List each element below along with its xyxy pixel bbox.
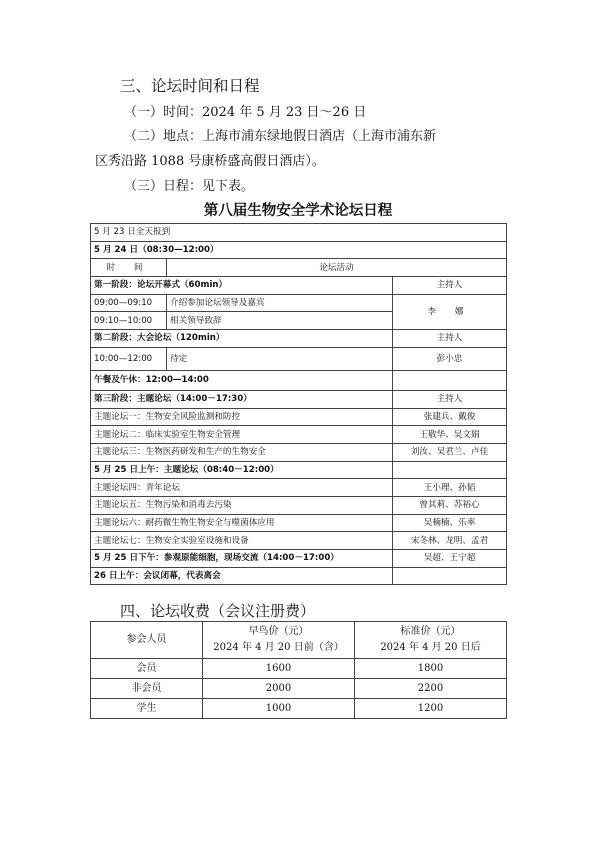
table-row	[91, 699, 507, 719]
table-cell: 2000	[203, 679, 355, 699]
table-row	[91, 277, 507, 295]
section3-heading: 三、论坛时间和日程	[120, 77, 260, 95]
table-cell: 主题论坛二：临床实验室生物安全管理	[91, 426, 393, 444]
table-cell: 2200	[355, 679, 507, 699]
table-row	[91, 370, 507, 390]
time-line: （一）时间：2024 年 5 月 23 日～26 日	[124, 105, 367, 120]
table-cell: 待定	[167, 347, 393, 370]
table-cell: 09:00—09:10	[91, 294, 167, 312]
table-row	[91, 443, 507, 461]
table-cell: 李 娜	[393, 294, 507, 329]
header-time: 时 间	[91, 259, 167, 277]
header-early	[203, 622, 355, 659]
table-cell: 5 月 25 日下午：参观原能细胞，现场交流（14:00－17:00）	[91, 550, 393, 568]
header-activity: 论坛活动	[167, 259, 507, 277]
header-standard-title: 标准价（元）	[400, 626, 461, 637]
header-standard	[355, 622, 507, 659]
table-row	[91, 224, 507, 242]
table-row	[91, 294, 507, 312]
table-row	[91, 408, 507, 426]
table-cell: 主题论坛六：耐药微生物生物安全与噬菌体应用	[91, 514, 393, 532]
table-cell: 王敬华、吴文娟	[393, 426, 507, 444]
table-cell: 主题论坛一：生物安全风险监测和防控	[91, 408, 393, 426]
table-cell: 主题论坛七：生物安全实验室设施和设备	[91, 532, 393, 550]
table-row	[91, 479, 507, 497]
table-cell: 学生	[91, 699, 203, 719]
place-line-1: （二）地点：上海市浦东绿地假日酒店（上海市浦东新	[124, 129, 437, 144]
table-cell: 午餐及午休：12:00—14:00	[91, 370, 393, 390]
place-line-2: 区秀沿路 1088 号康桥盛高假日酒店）。	[95, 154, 325, 169]
table-row	[91, 567, 507, 585]
table-row	[91, 347, 507, 370]
table-header-row	[91, 622, 507, 659]
table-row	[91, 390, 507, 408]
fee-table	[90, 621, 507, 719]
table-cell: 第二阶段：大会论坛（120min）	[91, 330, 393, 348]
header-standard-date: 2024 年 4 月 20 日后	[380, 642, 481, 653]
header-early-date: 2024 年 4 月 20 日前（含）	[213, 642, 344, 653]
table-cell: 26 日上午：会议闭幕，代表离会	[91, 567, 393, 585]
table-cell: 宋冬林、龙明、孟君	[393, 532, 507, 550]
table-cell	[393, 567, 507, 585]
table-row	[91, 659, 507, 679]
table-row	[91, 496, 507, 514]
table-cell: 主持人	[393, 390, 507, 408]
table-cell: 主持人	[393, 277, 507, 295]
table-row	[91, 679, 507, 699]
table-cell: 主持人	[393, 330, 507, 348]
table-cell: 第三阶段：主题论坛（14:00－17:30）	[91, 390, 393, 408]
table-cell: 主题论坛三：生物医药研发和生产的生物安全	[91, 443, 393, 461]
table-cell: 吴超、王宁超	[393, 550, 507, 568]
table-cell: 张建兵、戴俊	[393, 408, 507, 426]
table-row	[91, 426, 507, 444]
table-cell: 1600	[203, 659, 355, 679]
section4-heading: 四、论坛收费（会议注册费）	[120, 602, 316, 620]
table-cell: 王小理、孙韬	[393, 479, 507, 497]
header-member: 参会人员	[91, 622, 203, 659]
table-cell: 曾其莉、苏裕心	[393, 496, 507, 514]
table-row	[91, 514, 507, 532]
table-row	[91, 550, 507, 568]
table-cell: 吴楠楠、乐率	[393, 514, 507, 532]
table-cell: 1800	[355, 659, 507, 679]
schedule-table-title: 第八届生物安全学术论坛日程	[203, 203, 393, 219]
table-cell: 5 月 24 日（08:30—12:00）	[91, 241, 507, 259]
table-cell	[393, 461, 507, 479]
table-cell: 非会员	[91, 679, 203, 699]
schedule-line: （三）日程：见下表。	[124, 179, 255, 194]
table-cell: 5 月 25 日上午：主题论坛（08:40－12:00）	[91, 461, 393, 479]
table-cell: 刘汝、吴君兰、卢佳	[393, 443, 507, 461]
table-row	[91, 461, 507, 479]
table-header-row	[91, 259, 507, 277]
table-cell: 主题论坛五：生物污染和消毒去污染	[91, 496, 393, 514]
table-cell: 1000	[203, 699, 355, 719]
table-row	[91, 532, 507, 550]
table-cell: 1200	[355, 699, 507, 719]
table-cell: 09:10—10:00	[91, 312, 167, 330]
table-cell: 10:00—12:00	[91, 347, 167, 370]
table-cell: 第一阶段：论坛开幕式（60min）	[91, 277, 393, 295]
table-cell: 相关领导致辞	[167, 312, 393, 330]
table-cell	[393, 370, 507, 390]
table-row	[91, 330, 507, 348]
schedule-table	[90, 223, 507, 585]
table-cell: 介绍参加论坛领导及嘉宾	[167, 294, 393, 312]
table-row	[91, 241, 507, 259]
table-cell: 会员	[91, 659, 203, 679]
table-cell: 5 月 23 日全天报到	[91, 224, 507, 242]
table-cell: 主题论坛四：青年论坛	[91, 479, 393, 497]
table-cell: 彭小忠	[393, 347, 507, 370]
header-early-title: 早鸟价（元）	[248, 626, 309, 637]
